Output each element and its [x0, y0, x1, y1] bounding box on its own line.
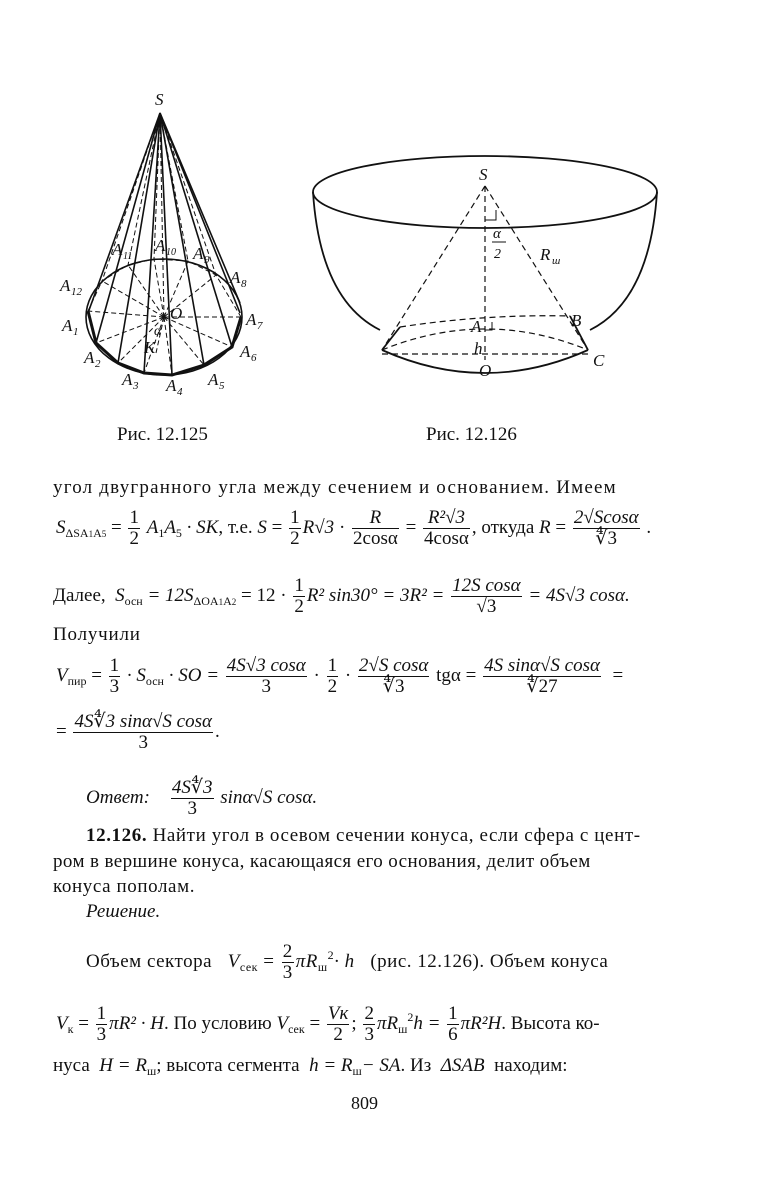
formula-line-9: $V_к$ = $\frac{1}{3}$ πR² · H. По условию $V_{сек}$ = $\frac{Vк}{2}$ ; $\frac{2}{3}$ $\pi R_ш^2h$ = $\frac{1}{6}$ πR²H. Высота ко-	[56, 1003, 600, 1045]
fig125-label-A4: A	[166, 376, 177, 395]
fig125-label-A11-index: 11	[123, 251, 133, 262]
formula-line-5: $V_{пир}$ = $\frac{1}{3}$ · $S_{осн}$ · SO = $\frac{4S√3 \cos\alpha}{3}$ · $\frac{1}{2}$ · $\frac{\text{2√S cosα}}{∜3}$ tgα = $\frac{\text{4S sinα√S cosα}}{∜27}$ =	[56, 655, 624, 697]
page-number: 809	[351, 1093, 378, 1113]
fig126-label-h: h	[474, 339, 483, 358]
formula-line-8: Объем сектора $V_{сек}$ = $\frac{2}{3}$ $\pi R_ш^2\cdot h$ (рис. 12.126). Объем конуса	[86, 941, 609, 983]
problem-12-126-line-2: ром в вершине конуса, касающаяся его основания, делит объем	[53, 851, 591, 872]
fig125-label-A10-index: 10	[166, 247, 176, 258]
answer-line: Ответ: $\frac{4S∜3}{3}$ sinα√S cosα.	[86, 777, 318, 819]
fig125-label-A10: A	[155, 236, 166, 255]
problem-12-126-line-1: 12.126. Найти угол в осевом сечении конуса, если сфера с цент-	[86, 825, 641, 846]
formula-line-3: Далее, $S_{осн} = 12S_{\Delta OA1A2} = 12$ · $\frac{1}{2}$ R² sin30° = 3R² = $\frac{\text{12S cosα}}{√3}$ = 4S√3 cosα.	[53, 575, 630, 617]
fig125-label-A7-index: 7	[257, 320, 263, 332]
fig126-label-R: R	[540, 245, 551, 264]
fig125-label-A5: A	[208, 370, 219, 389]
fig126-label-R-sub: ш	[552, 255, 561, 267]
fig125-label-A1-index: 1	[73, 326, 79, 338]
fig125-label-A8-index: 8	[241, 278, 247, 290]
text-line-1: угол двугранного угла между сечением и основанием. Имеем	[53, 477, 617, 498]
problem-number: 12.126.	[86, 825, 148, 846]
fig125-label-K: K	[144, 338, 156, 357]
text-line-4: Получили	[53, 624, 141, 645]
formula-line-6: = $\frac{\text{4S∜3 sinα√S cosα}}{3}$ .	[56, 711, 220, 753]
fig125-label-A3: A	[122, 370, 133, 389]
figure-12-126-sphere-cone	[300, 150, 670, 390]
fig125-label-A7: A	[246, 310, 257, 329]
fig125-label-A8: A	[230, 268, 241, 287]
figure-12-125-pyramid	[40, 85, 310, 405]
fig126-label-C: C	[593, 351, 605, 370]
fig125-label-A3-index: 3	[133, 380, 139, 392]
fig125-label-A1: A	[62, 316, 73, 335]
fig125-label-A11: A	[112, 240, 123, 259]
answer-label: Ответ:	[86, 786, 150, 808]
fig125-label-A9-index: 9	[204, 254, 210, 266]
formula-line-10: нуса $H = R_ш$; высота сегмента $h = R_ш-$ SA. Из ΔSAB находим:	[53, 1055, 568, 1078]
formula-line-2: $S_{\Delta SA1A5}$ = $\frac{1}{2}$ $A_1A_5$ · SK, т.е. S = $\frac{1}{2}$ R√3 · $\frac{R}{2\cos\alpha}$ = $\frac{\text{R²√3}}{4\cos\alpha}$ , откуда R = $\frac{2√Scos\alpha}{∜3}$ .	[56, 507, 652, 549]
fig125-label-A6-index: 6	[251, 352, 257, 364]
fig125-label-A9: A	[193, 244, 204, 263]
fig125-label-A4-index: 4	[177, 386, 183, 398]
fig126-label-alpha: α	[493, 226, 501, 242]
fig125-label-A6: A	[240, 342, 251, 361]
fig125-label-A2: A	[84, 348, 95, 367]
fig126-label-O: O	[479, 361, 492, 380]
fig126-caption: Рис. 12.126	[426, 424, 517, 445]
fig125-label-A5-index: 5	[219, 380, 225, 392]
fig126-label-A: A	[471, 317, 482, 336]
fig125-caption: Рис. 12.125	[117, 424, 208, 445]
fig125-label-S: S	[155, 90, 164, 109]
fig126-label-two: 2	[494, 247, 501, 262]
problem-12-126-line-3: конуса пополам.	[53, 876, 196, 897]
fig126-label-S: S	[479, 165, 488, 184]
fig126-label-B: B	[571, 311, 582, 330]
fig125-label-A12: A	[60, 276, 71, 295]
fig125-label-alpha: α	[154, 324, 162, 339]
fig125-label-A2-index: 2	[95, 358, 101, 370]
solution-heading: Решение.	[86, 901, 161, 922]
fig125-label-O: O	[170, 304, 183, 323]
fig125-label-A12-index: 12	[71, 286, 82, 298]
